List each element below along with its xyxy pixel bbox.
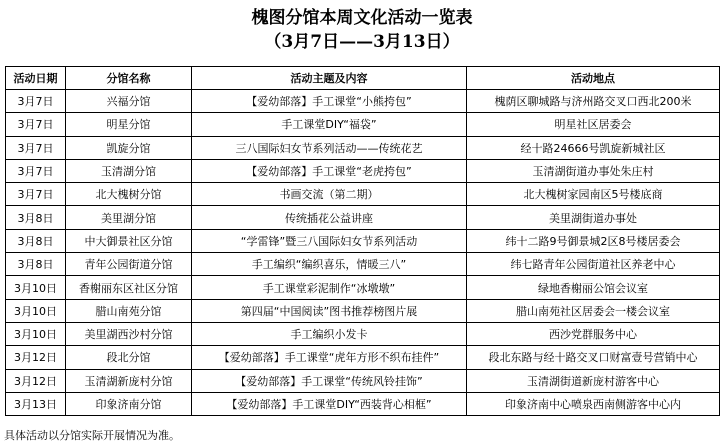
cell-content: 【爱幼部落】手工课堂“老虎挎包” (192, 159, 467, 182)
cell-date: 3月7日 (6, 136, 66, 159)
cell-date: 3月7日 (6, 183, 66, 206)
cell-date: 3月12日 (6, 369, 66, 392)
cell-location: 纬十二路9号御景城2区8号楼居委会 (467, 229, 720, 252)
table-row (6, 136, 720, 159)
cell-location: 北大槐树家园南区5号楼底商 (467, 183, 720, 206)
column-header-content: 活动主题及内容 (192, 67, 467, 90)
cell-date: 3月8日 (6, 206, 66, 229)
cell-content: 书画交流（第二期） (192, 183, 467, 206)
table-row (6, 206, 720, 229)
cell-date: 3月7日 (6, 159, 66, 182)
table-header-row (6, 67, 720, 90)
cell-date: 3月10日 (6, 322, 66, 345)
page-title: 槐图分馆本周文化活动一览表 (251, 8, 473, 28)
cell-branch: 玉清湖分馆 (66, 159, 192, 182)
column-header-date: 活动日期 (6, 67, 66, 90)
cell-content: 手工编织小发卡 (192, 322, 467, 345)
cell-location: 玉清湖街道办事处朱庄村 (467, 159, 720, 182)
table-row (6, 90, 720, 113)
cell-branch: 段北分馆 (66, 346, 192, 369)
cell-location: 玉清湖街道新庞村游客中心 (467, 369, 720, 392)
cell-location: 段北东路与经十路交叉口财富壹号营销中心 (467, 346, 720, 369)
cell-branch: 腊山南苑分馆 (66, 299, 192, 322)
cell-date: 3月7日 (6, 90, 66, 113)
table-row (6, 229, 720, 252)
cell-location: 绿地香榭丽公馆会议室 (467, 276, 720, 299)
table-row (6, 299, 720, 322)
cell-branch: 明星分馆 (66, 113, 192, 136)
cell-branch: 美里湖分馆 (66, 206, 192, 229)
cell-content: 三八国际妇女节系列活动——传统花艺 (192, 136, 467, 159)
cell-content: 第四届“中国阅读”图书推荐榜图片展 (192, 299, 467, 322)
cell-content: 【爱幼部落】手工课堂“传统风铃挂饰” (192, 369, 467, 392)
cell-branch: 美里湖西沙村分馆 (66, 322, 192, 345)
page-subtitle: （3月7日——3月13日） (264, 32, 460, 52)
table-row (6, 113, 720, 136)
table-row (6, 253, 720, 276)
cell-branch: 北大槐树分馆 (66, 183, 192, 206)
cell-branch: 兴福分馆 (66, 90, 192, 113)
footnote: 具体活动以分馆实际开展情况为准。 (4, 429, 180, 442)
column-header-location: 活动地点 (467, 67, 720, 90)
cell-date: 3月12日 (6, 346, 66, 369)
cell-location: 纬七路青年公园街道社区养老中心 (467, 253, 720, 276)
cell-branch: 中大御景社区分馆 (66, 229, 192, 252)
column-header-branch: 分馆名称 (66, 67, 192, 90)
activity-table (5, 66, 720, 416)
cell-date: 3月8日 (6, 253, 66, 276)
cell-location: 腊山南苑社区居委会一楼会议室 (467, 299, 720, 322)
cell-date: 3月8日 (6, 229, 66, 252)
table-row (6, 346, 720, 369)
cell-location: 经十路24666号凯旋新城社区 (467, 136, 720, 159)
cell-content: “学雷锋”暨三八国际妇女节系列活动 (192, 229, 467, 252)
table-row (6, 369, 720, 392)
cell-date: 3月10日 (6, 276, 66, 299)
cell-date: 3月7日 (6, 113, 66, 136)
cell-branch: 香榭丽东区社区分馆 (66, 276, 192, 299)
cell-location: 槐荫区聊城路与济州路交叉口西北200米 (467, 90, 720, 113)
cell-location: 美里湖街道办事处 (467, 206, 720, 229)
table-row (6, 276, 720, 299)
cell-content: 【爱幼部落】手工课堂“虎年方形不织布挂件” (192, 346, 467, 369)
cell-content: 手工编织“编织喜乐，情暖三八” (192, 253, 467, 276)
cell-content: 传统插花公益讲座 (192, 206, 467, 229)
cell-date: 3月13日 (6, 392, 66, 415)
cell-content: 手工课堂DIY“福袋” (192, 113, 467, 136)
cell-branch: 凯旋分馆 (66, 136, 192, 159)
table-row (6, 322, 720, 345)
cell-location: 西沙党群服务中心 (467, 322, 720, 345)
table-row (6, 159, 720, 182)
cell-location: 明星社区居委会 (467, 113, 720, 136)
cell-branch: 玉清湖新庞村分馆 (66, 369, 192, 392)
cell-branch: 青年公园街道分馆 (66, 253, 192, 276)
cell-branch: 印象济南分馆 (66, 392, 192, 415)
cell-location: 印象济南中心喷泉西南侧游客中心内 (467, 392, 720, 415)
table-row (6, 392, 720, 415)
cell-content: 手工课堂彩泥制作“冰墩墩” (192, 276, 467, 299)
cell-date: 3月10日 (6, 299, 66, 322)
cell-content: 【爱幼部落】手工课堂DIY“西装背心相框” (192, 392, 467, 415)
table-row (6, 183, 720, 206)
cell-content: 【爱幼部落】手工课堂“小熊挎包” (192, 90, 467, 113)
